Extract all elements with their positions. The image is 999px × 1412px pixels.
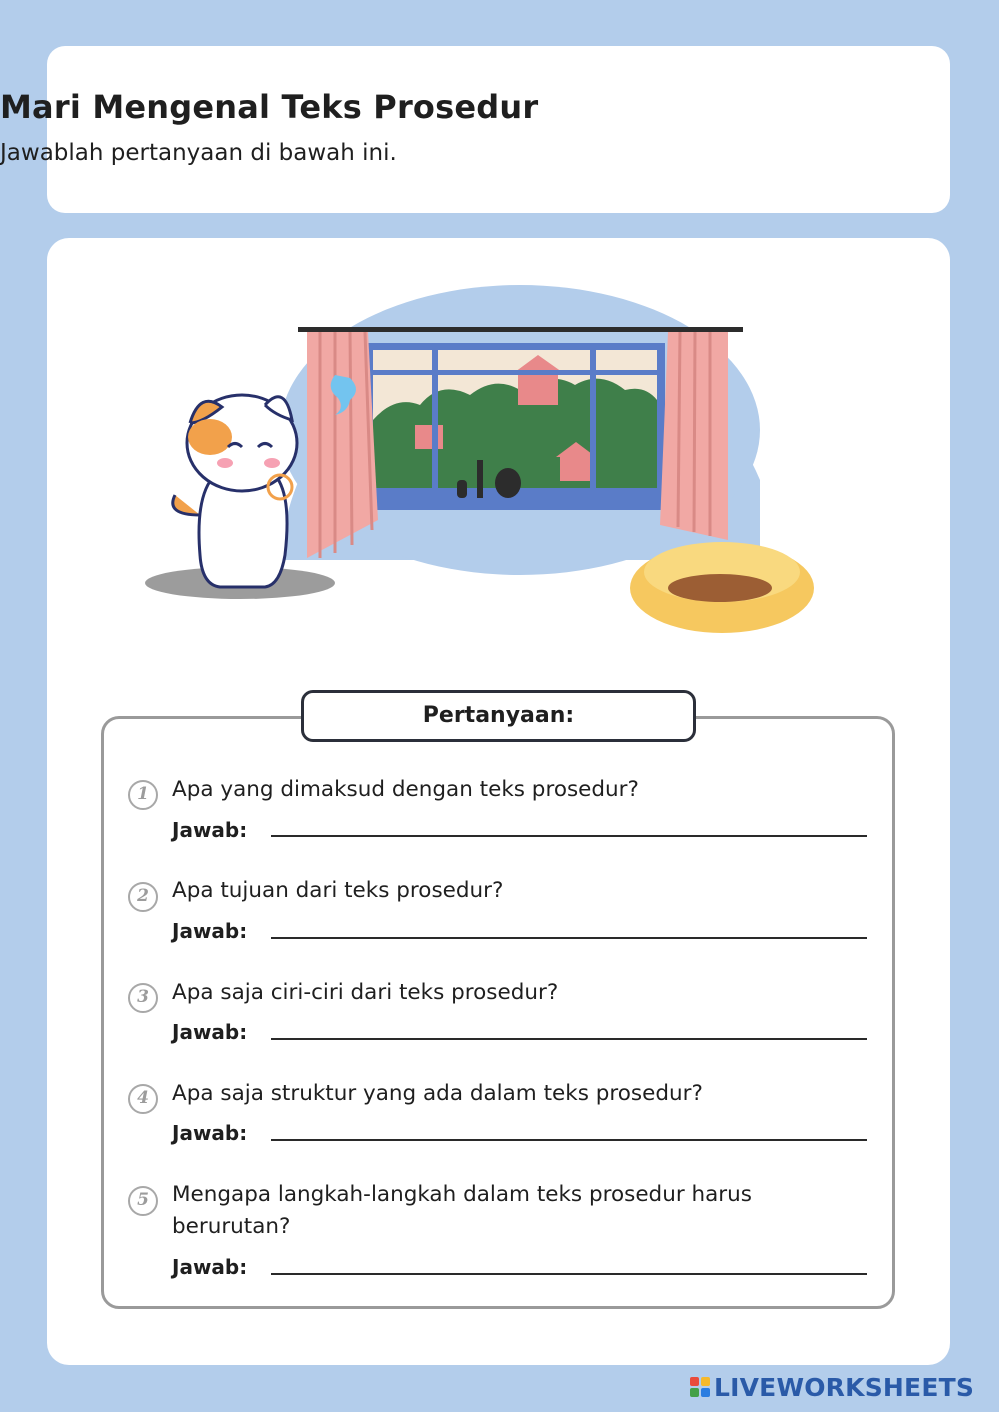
answer-line-5[interactable] — [271, 1273, 867, 1275]
question-number-4: 4 — [128, 1084, 158, 1114]
answer-line-2[interactable] — [271, 937, 867, 939]
question-text-2: Apa tujuan dari teks prosedur? — [172, 878, 504, 903]
answer-label-4: Jawab: — [172, 1121, 248, 1145]
page-title: Mari Mengenal Teks Prosedur — [0, 88, 539, 126]
liveworksheets-brand: LIVEWORKSHEETS — [714, 1372, 975, 1402]
question-text-1: Apa yang dimaksud dengan teks prosedur? — [172, 777, 639, 802]
answer-line-3[interactable] — [271, 1038, 867, 1040]
question-number-3: 3 — [128, 983, 158, 1013]
answer-label-5: Jawab: — [172, 1255, 248, 1279]
answer-label-2: Jawab: — [172, 919, 248, 943]
liveworksheets-icon — [690, 1377, 710, 1397]
question-number-2: 2 — [128, 882, 158, 912]
question-number-1: 1 — [128, 780, 158, 810]
house-pink — [518, 370, 558, 405]
vase — [457, 480, 467, 498]
questions-heading: Pertanyaan: — [301, 690, 696, 742]
question-text-5: Mengapa langkah-langkah dalam teks prosedur harus berurutan? — [172, 1182, 752, 1239]
curtain-rod — [298, 327, 743, 332]
question-text-4: Apa saja struktur yang ada dalam teks prosedur? — [172, 1081, 703, 1106]
header-card — [47, 46, 950, 213]
answer-line-4[interactable] — [271, 1139, 867, 1141]
cat-window-illustration — [120, 270, 840, 640]
answer-label-3: Jawab: — [172, 1020, 248, 1044]
answer-line-1[interactable] — [271, 835, 867, 837]
answer-label-1: Jawab: — [172, 818, 248, 842]
liveworksheets-logo[interactable] — [690, 1372, 974, 1402]
page-subtitle: Jawablah pertanyaan di bawah ini. — [0, 140, 397, 166]
question-text-3: Apa saja ciri-ciri dari teks prosedur? — [172, 980, 559, 1005]
cat — [173, 395, 297, 587]
question-number-5: 5 — [128, 1186, 158, 1216]
